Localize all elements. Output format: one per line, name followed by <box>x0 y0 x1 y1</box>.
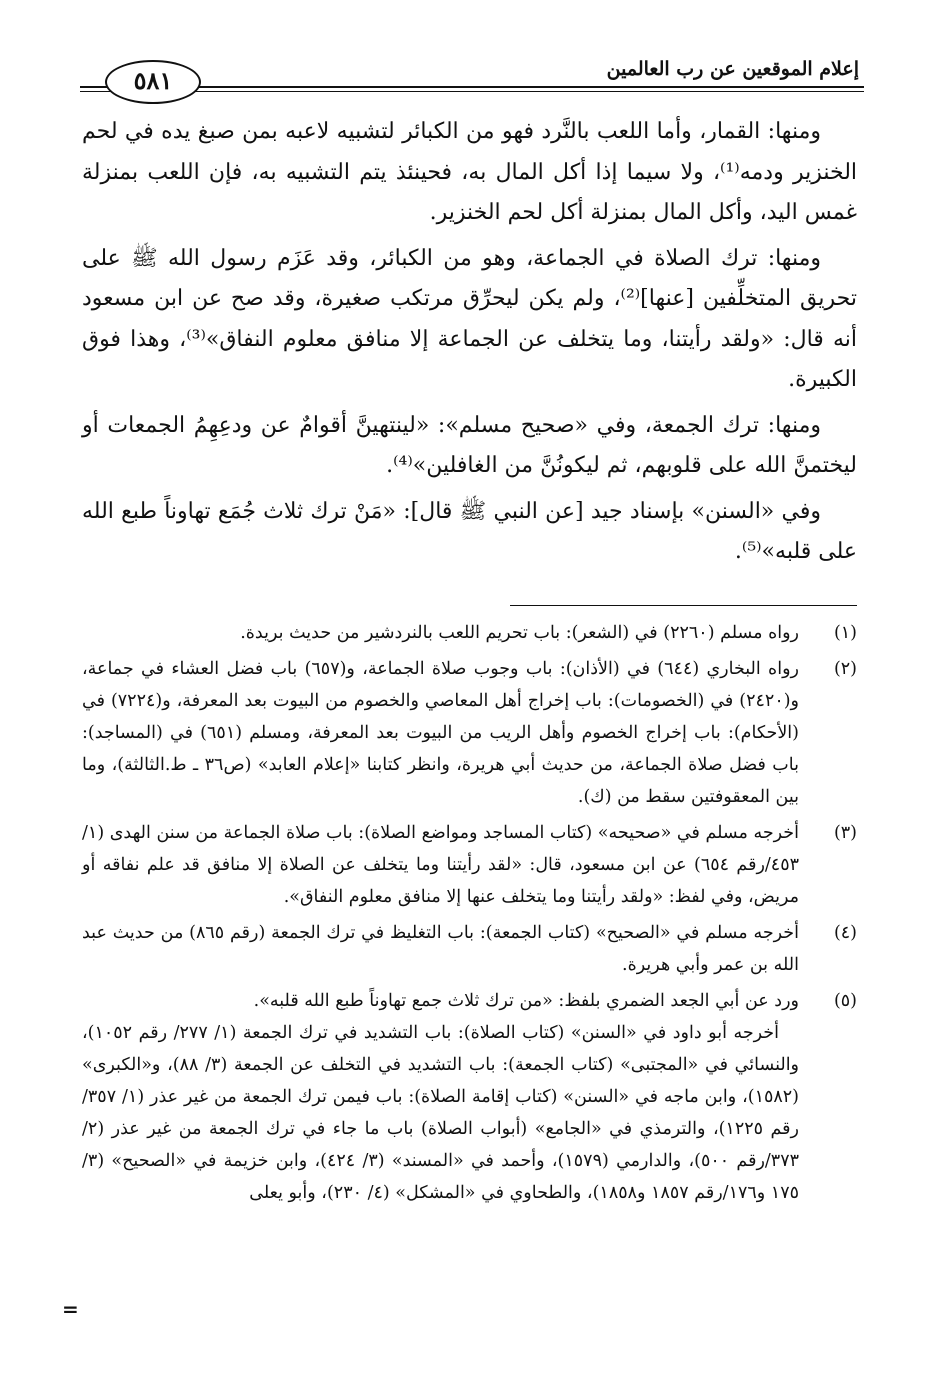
footnote-text <box>82 817 811 913</box>
footnote <box>82 985 857 1209</box>
footnote-text <box>82 617 811 649</box>
continuation-mark: = <box>62 1297 79 1321</box>
footnotes <box>82 617 857 1213</box>
paragraph: ومنها: ترك الجمعة، وفي «صحيح مسلم»: «لينتهينَّ أقوامٌ عن ودعِهِمُ الجمعات أو ليختمنَّ الله على قلوبهم، ثم ليكونُنَّ من الغافلين»⁽⁴⁾. <box>82 412 857 478</box>
footnote <box>82 653 857 813</box>
footnote-line: رواه البخاري (٦٤٤) في (الأذان): باب وجوب صلاة الجماعة، و(٦٥٧) باب فضل العشاء في جماعة، و(٢٤٢٠) في (الخصومات): باب إخراج أهل المعاصي والخصوم من البيوت بعد المعرفة، و(٧٢٢٤) في (الأحكام): باب إخراج الخصوم وأهل الريب من البيوت بعد المعرفة، ومسلم (٦٥١) في (المساجد): باب فضل صلاة الجماعة، من حديث أبي هريرة، وانظر كتابنا «إعلام العابد» (ص٣٦ ـ ط.الثالثة)، وما بين المعقوفتين سقط من (ك). <box>82 659 800 807</box>
footnote-line: ورد عن أبي الجعد الضمري بلفظ: «من ترك ثلاث جمع تهاوناً طبع الله قلبه». <box>253 991 799 1011</box>
footnote-line: أخرجه مسلم في «الصحيح» (كتاب الجمعة): باب التغليظ في ترك الجمعة (رقم ٨٦٥) من حديث عبد الله بن عمر وأبي هريرة. <box>82 923 799 975</box>
footnote-text <box>82 985 811 1209</box>
footnote-line: أخرجه أبو داود في «السنن» (كتاب الصلاة): باب التشديد في ترك الجمعة (١/ ٢٧٧/ رقم ١٠٥٢)، والنسائي في «المجتبى» (كتاب الجمعة): باب التشديد في التخلف عن الجمعة (٣/ ٨٨)، و«الكبرى» (١٥٨٢)، وابن ماجه في «السنن» (كتاب إقامة الصلاة): باب فيمن ترك الجمعة من غير عذر (١/ ٣٥٧/رقم ١٢٢٥)، والترمذي في «الجامع» (أبواب الصلاة) باب ما جاء في ترك الجمعة من غير عذر (٢/ ٣٧٣/رقم ٥٠٠)، والدارمي (١٥٧٩)، وأحمد في «المسند» (٣/ ٤٢٤)، وابن خزيمة في «الصحيح» (٣/ ١٧٥ و١٧٦/رقم ١٨٥٧ و١٨٥٨)، والطحاوي في «المشكل» (٤/ ٢٣٠)، وأبو يعلى <box>82 1023 800 1203</box>
footnote-text <box>82 917 811 981</box>
paragraph: ومنها: ترك الصلاة في الجماعة، وهو من الكبائر، وقد عَزَم رسول الله ﷺ على تحريق المتخلِّفين [عنها]⁽²⁾، ولم يكن ليحرِّق مرتكب صغيرة، وقد صح عن ابن مسعود أنه قال: «ولقد رأيتنا، وما يتخلف عن الجماعة إلا منافق معلوم النفاق»⁽³⁾، وهذا فوق الكبيرة. <box>82 245 857 392</box>
paragraph: وفي «السنن» بإسناد جيد [عن النبي ﷺ قال]: «مَنْ ترك ثلاث جُمَع تهاوناً طبع الله على قلبه»⁽⁵⁾. <box>82 498 857 564</box>
footnote-text <box>82 653 811 813</box>
footnote <box>82 817 857 913</box>
header-rule-thin <box>80 91 864 92</box>
main-text <box>82 112 857 578</box>
footnote-number: (٢) <box>833 659 857 679</box>
footnote-number: (٤) <box>833 923 857 943</box>
footnote <box>82 617 857 649</box>
paragraph: ومنها: القمار، وأما اللعب بالنَّرد فهو من الكبائر لتشبيه لاعبه بمن صبغ يده في لحم الخنزير ودمه⁽¹⁾، ولا سيما إذا أكل المال به، فحينئذ يتم التشبيه به، فإن اللعب بمنزلة غمس اليد، وأكل المال بمنزلة أكل لحم الخنزير. <box>82 119 858 225</box>
page-number: ٥٨١ <box>105 60 201 104</box>
footnote-number: (٥) <box>833 991 857 1011</box>
footnote-number: (٣) <box>833 823 857 843</box>
footnote-line: رواه مسلم (٢٢٦٠) في (الشعر): باب تحريم اللعب بالنردشير من حديث بريدة. <box>240 623 799 643</box>
footnote-line: أخرجه مسلم في «صحيحه» (كتاب المساجد ومواضع الصلاة): باب صلاة الجماعة من سنن الهدى (١/ ٤٥٣/رقم ٦٥٤) عن ابن مسعود، قال: «لقد رأيتنا وما يتخلف عن الصلاة إلا منافق قد علم نفاقه أو مريض، وفي لفظ: «ولقد رأيتنا وما يتخلف عنها إلا منافق معلوم النفاق». <box>82 823 799 907</box>
running-title: إعلام الموقعين عن رب العالمين <box>606 58 859 80</box>
footnote <box>82 917 857 981</box>
footnote-separator <box>510 605 857 606</box>
footnote-number: (١) <box>833 623 857 643</box>
